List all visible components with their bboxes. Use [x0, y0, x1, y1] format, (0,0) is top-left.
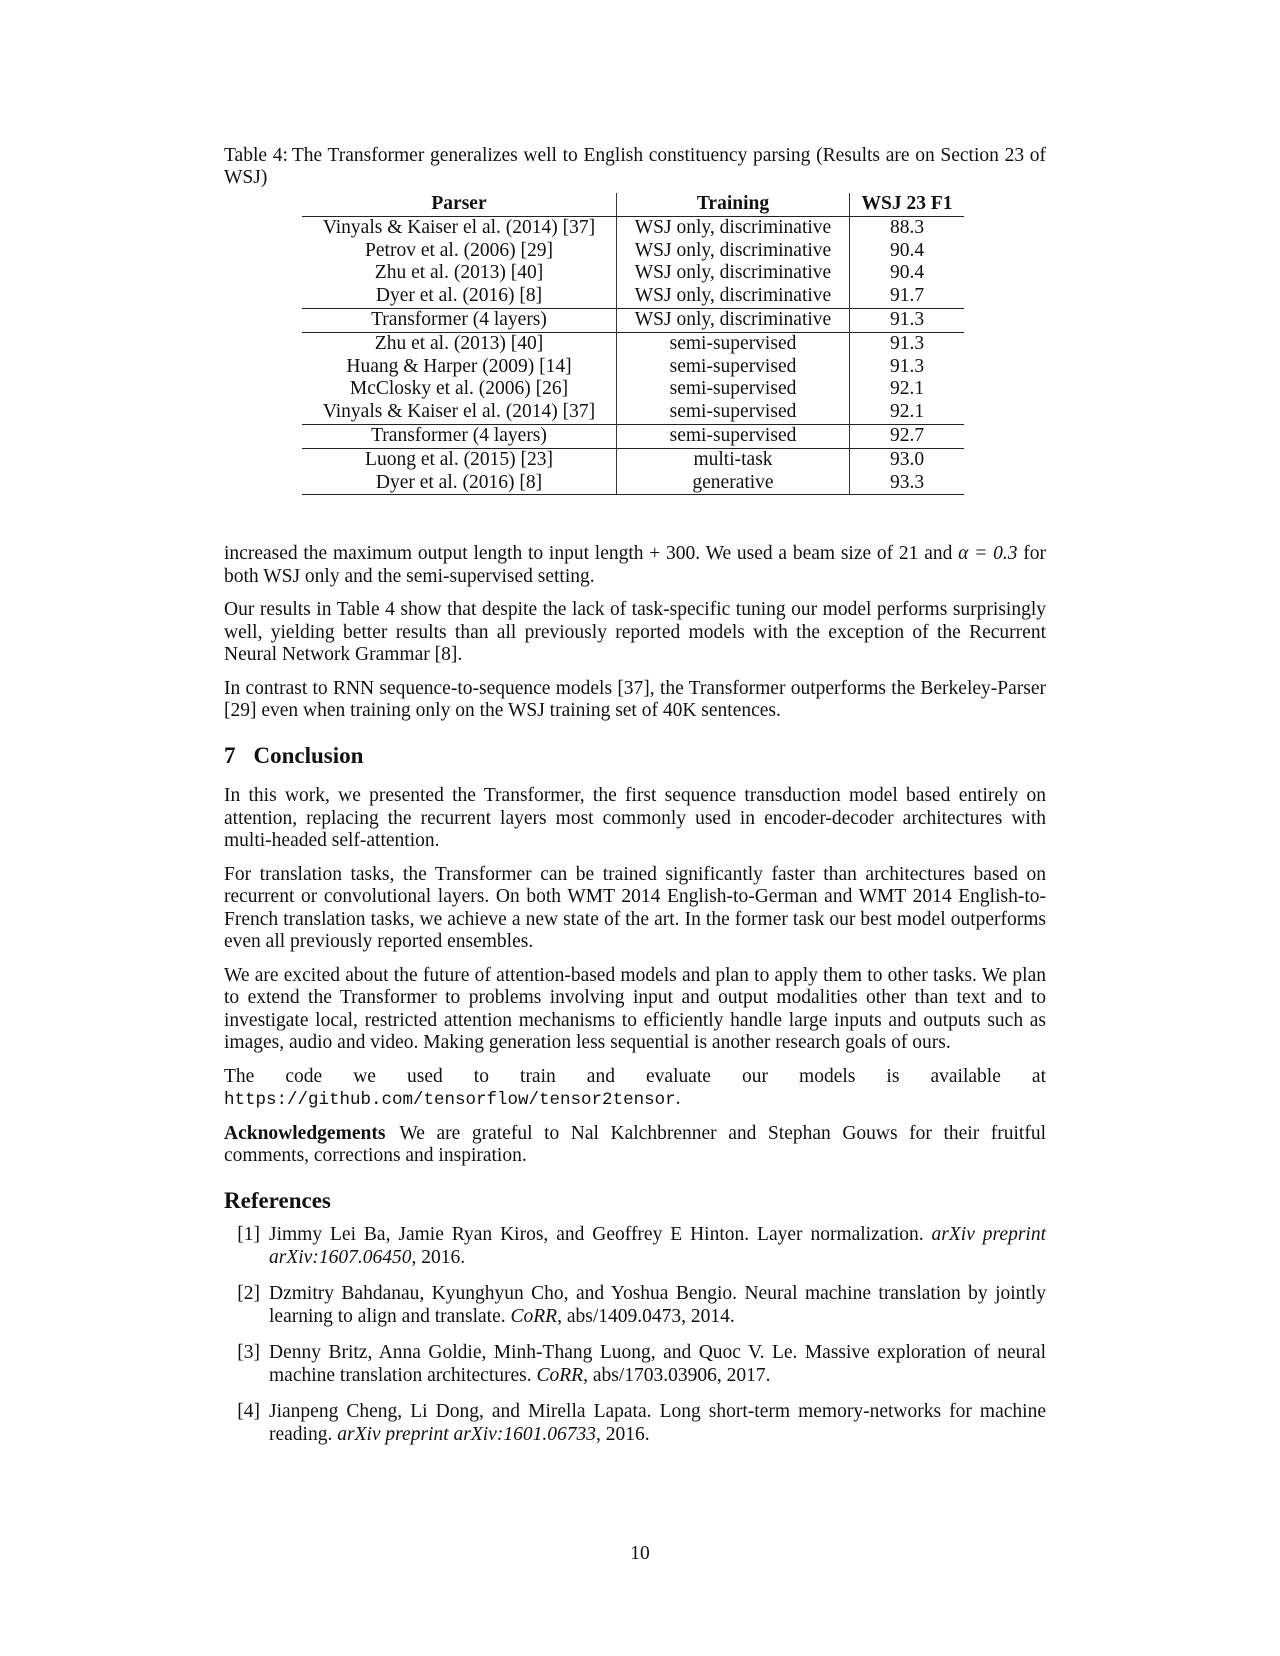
cell-parser: Transformer (4 layers)	[302, 308, 617, 332]
cell-f1: 92.1	[889, 378, 925, 400]
cell-parser: Zhu et al. (2013) [40]	[302, 332, 617, 355]
table-row-transformer	[302, 308, 964, 332]
reference-venue: CoRR	[536, 1364, 584, 1386]
references-heading: References	[224, 1187, 331, 1213]
table-row	[302, 262, 964, 285]
reference-text	[269, 1224, 1046, 1269]
header-f1: WSJ 23 F1	[850, 193, 965, 216]
cell-training: semi-supervised	[617, 424, 850, 448]
table-caption-label: Table 4:	[224, 145, 288, 166]
cell-f1: 90.4	[889, 262, 925, 284]
reference-body: Dzmitry Bahdanau, Kyunghyun Cho, and Yoshua Bengio. Neural machine translation by jointly learning to align and translate.	[269, 1283, 1046, 1327]
reference-number: [2]	[237, 1283, 260, 1304]
page-number: 10	[630, 1543, 650, 1564]
cell-parser: Transformer (4 layers)	[302, 424, 617, 448]
cell-training: WSJ only, discriminative	[617, 285, 850, 308]
cell-f1: 92.7	[850, 424, 965, 448]
header-parser: Parser	[302, 193, 617, 216]
cell-training: semi-supervised	[617, 401, 850, 424]
paragraph-text: .	[675, 1088, 681, 1109]
cell-parser: Zhu et al. (2013) [40]	[302, 262, 617, 285]
cell-training: WSJ only, discriminative	[617, 308, 850, 332]
cell-training: generative	[617, 472, 850, 495]
reference-tail: , 2016.	[595, 1423, 650, 1445]
cell-f1: 93.3	[850, 472, 965, 495]
section-number: 7	[224, 742, 236, 768]
table-row-transformer	[302, 424, 964, 448]
reference-number: [4]	[237, 1401, 260, 1422]
main-text	[224, 543, 1046, 1460]
cell-parser: Dyer et al. (2016) [8]	[302, 285, 617, 308]
parsing-results-table	[302, 193, 964, 495]
cell-training: WSJ only, discriminative	[617, 240, 850, 263]
header-training: Training	[617, 193, 850, 216]
cell-parser: Vinyals & Kaiser el al. (2014) [37]	[302, 216, 617, 239]
paragraph-text: increased the maximum output length to input length + 300. We used a beam size of 21 and	[224, 543, 959, 564]
cell-parser: Dyer et al. (2016) [8]	[302, 472, 617, 495]
cell-training: WSJ only, discriminative	[617, 262, 850, 285]
acknowledgements	[224, 1123, 1046, 1168]
table-caption-text: The Transformer generalizes well to English constituency parsing (Results are on Section 23 of WSJ)	[224, 145, 1046, 188]
cell-training: semi-supervised	[617, 356, 850, 379]
paragraph: In contrast to RNN sequence-to-sequence models [37], the Transformer outperforms the Berkeley-Parser [29] even when training only on the WSJ training set of 40K sentences.	[224, 677, 1046, 721]
cell-training: multi-task	[617, 448, 850, 471]
table-row	[302, 356, 964, 379]
table-row	[302, 448, 964, 471]
cell-parser: Vinyals & Kaiser el al. (2014) [37]	[302, 401, 617, 424]
paragraph	[224, 1066, 1046, 1112]
paragraph: Our results in Table 4 show that despite the lack of task-specific tuning our model performs surprisingly well, yielding better results than all previously reported models with the exception of the Recurrent Neural Network Grammar [8].	[224, 599, 1046, 665]
reference-number: [3]	[237, 1342, 260, 1363]
reference-item	[224, 1401, 1046, 1446]
cell-f1: 92.1	[889, 401, 925, 423]
reference-venue: CoRR	[510, 1305, 558, 1327]
alpha-formula: α = 0.3	[958, 543, 1018, 564]
reference-text	[269, 1342, 1046, 1387]
cell-training: semi-supervised	[617, 378, 850, 401]
reference-item	[224, 1224, 1046, 1269]
reference-tail: , abs/1703.03906, 2017.	[583, 1364, 771, 1386]
paragraph: In this work, we presented the Transformer, the first sequence transduction model based entirely on attention, replacing the recurrent layers most commonly used in encoder-decoder architectures with multi-headed self-attention.	[224, 785, 1046, 851]
paragraph	[224, 543, 1046, 588]
cell-training: semi-supervised	[617, 332, 850, 355]
table-row	[302, 401, 964, 424]
table-row	[302, 378, 964, 401]
section-title: Conclusion	[253, 742, 364, 768]
reference-item	[224, 1342, 1046, 1387]
table-row	[302, 472, 964, 495]
paragraph-text: for both WSJ only and the semi-supervised setting.	[224, 543, 1046, 587]
cell-f1: 93.0	[850, 448, 965, 471]
cell-f1: 91.7	[889, 285, 925, 307]
paragraph: We are excited about the future of attention-based models and plan to apply them to other tasks. We plan to extend the Transformer to problems involving input and output modalities other than text and to investigate local, restricted attention mechanisms to efficiently handle large inputs and outputs such as images, audio and video. Making generation less sequential is another research goals of ours.	[224, 964, 1046, 1053]
paragraph: For translation tasks, the Transformer can be trained significantly faster than architectures based on recurrent or convolutional layers. On both WMT 2014 English-to-German and WMT 2014 English-to-French translation tasks, we achieve a new state of the art. In the former task our best model outperforms even all previously reported ensembles.	[224, 863, 1046, 952]
cell-f1: 91.3	[889, 355, 925, 377]
reference-venue: arXiv preprint arXiv:1607.06450	[269, 1224, 1046, 1268]
cell-parser: Petrov et al. (2006) [29]	[302, 240, 617, 263]
acknowledgements-text: We are grateful to Nal Kalchbrenner and Stephan Gouws for their fruitful comments, corrections and inspiration.	[224, 1122, 1046, 1166]
reference-body: Jianpeng Cheng, Li Dong, and Mirella Lapata. Long short-term memory-networks for machine reading.	[269, 1401, 1046, 1445]
cell-parser: McClosky et al. (2006) [26]	[302, 378, 617, 401]
table-row	[302, 216, 964, 239]
cell-f1: 91.3	[850, 308, 965, 332]
code-repo-link[interactable]: https://github.com/tensorflow/tensor2tensor	[224, 1090, 676, 1110]
reference-number: [1]	[237, 1224, 260, 1245]
cell-f1: 88.3	[889, 216, 925, 238]
reference-text	[269, 1401, 1046, 1446]
cell-f1: 91.3	[850, 332, 965, 355]
table-header-row	[302, 193, 964, 216]
acknowledgements-title: Acknowledgements	[224, 1122, 386, 1144]
reference-body: Denny Britz, Anna Goldie, Minh-Thang Luong, and Quoc V. Le. Massive exploration of neural machine translation architectures.	[269, 1342, 1046, 1386]
reference-item	[224, 1283, 1046, 1328]
table-row	[302, 332, 964, 355]
table-caption	[224, 145, 1046, 189]
cell-parser: Huang & Harper (2009) [14]	[302, 356, 617, 379]
reference-text	[269, 1283, 1046, 1328]
section-heading-conclusion	[224, 742, 1046, 768]
table-row	[302, 240, 964, 263]
cell-training: WSJ only, discriminative	[617, 216, 850, 239]
reference-venue: arXiv preprint arXiv:1601.06733	[337, 1423, 596, 1445]
paragraph-text: The code we used to train and evaluate our models is available at	[224, 1065, 1046, 1087]
cell-parser: Luong et al. (2015) [23]	[302, 448, 617, 471]
table-row	[302, 285, 964, 308]
cell-f1: 90.4	[889, 239, 925, 261]
reference-tail: , 2016.	[411, 1246, 466, 1268]
reference-body: Jimmy Lei Ba, Jamie Ryan Kiros, and Geoffrey E Hinton. Layer normalization.	[269, 1224, 932, 1245]
references-section	[224, 1187, 1046, 1447]
reference-tail: , abs/1409.0473, 2014.	[557, 1305, 735, 1327]
